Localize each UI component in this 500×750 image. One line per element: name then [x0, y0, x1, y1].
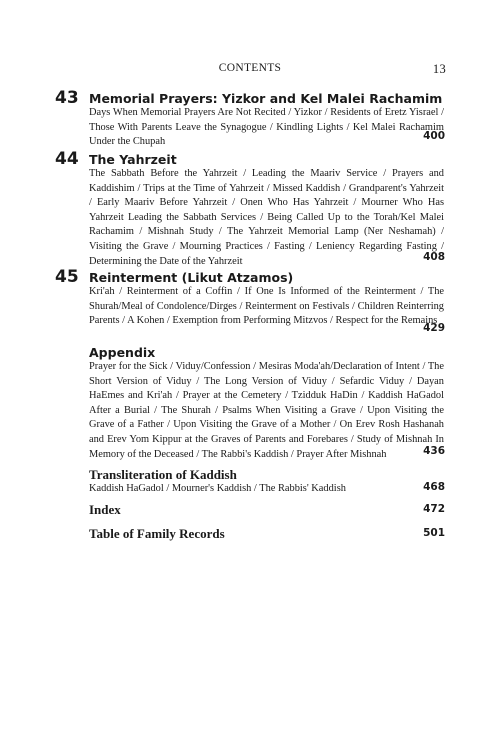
transliteration-subtitle: Kaddish HaGadol / Mourner's Kaddish / The Rabbis' Kaddish: [89, 483, 346, 494]
chapter-page: 400: [423, 130, 445, 142]
chapter-number: 44: [55, 149, 79, 169]
chapter-page: 429: [423, 322, 445, 334]
family-records-page: 501: [423, 527, 445, 539]
transliteration-page: 468: [423, 481, 445, 493]
toc-entry-appendix[interactable]: [55, 342, 445, 462]
appendix-page: 436: [423, 445, 445, 457]
chapter-subtitle: Days When Memorial Prayers Are Not Recited / Yizkor / Residents of Eretz Yisrael / Those With Parents Leave the Synagogue / Kindling Lights / Kel Malei Rachamim Under the Chupah: [89, 107, 444, 148]
toc-entry-45[interactable]: [55, 267, 445, 337]
running-head: [0, 62, 500, 78]
chapter-number: 43: [55, 88, 79, 108]
appendix-title: Appendix: [89, 345, 156, 360]
chapter-page: 408: [423, 251, 445, 263]
chapter-subtitle: Kri'ah / Reinterment of a Coffin / If One Is Informed of the Reinterment / The Shurah/Meal of Condolence/Dirges / Reinterment on Festivals / Children Reinterring Parents / A Kohen / Exemption from Performing Mitzvos / Respect for the Remains: [89, 286, 444, 327]
toc-entry-43[interactable]: [55, 88, 445, 148]
chapter-title: The Yahrzeit: [89, 152, 177, 167]
index-page: 472: [423, 503, 445, 515]
family-records-title: Table of Family Records: [89, 526, 225, 541]
chapter-title: Reinterment (Likut Atzamos): [89, 270, 294, 285]
running-title: CONTENTS: [218, 62, 282, 74]
transliteration-title: Transliteration of Kaddish: [89, 467, 237, 482]
page-number: 13: [432, 62, 446, 76]
toc-entry-44[interactable]: [55, 149, 445, 267]
toc-entry-transliteration[interactable]: [55, 464, 445, 496]
chapter-subtitle: The Sabbath Before the Yahrzeit / Leading the Maariv Service / Prayers and Kaddishim / Trips at the Time of Yahrzeit / Missed Kaddish / Grandparent's Yahrzeit / Early Maariv Before Yahrzeit / Onen Who Has Yahrzeit / Mourner Who Has Yahrzeit Leading the Sabbath Services / Being Called Up to the Torah/Kel Malei Rachamim / Mishnah Study / The Yahrzeit Memorial Lamp (Ner Neshamah) / Visiting the Grave / Mourning Practices / Fasting / Leniency Regarding Fasting / Determining the Date of the Yahrzeit: [89, 168, 444, 267]
chapter-title: Memorial Prayers: Yizkor and Kel Malei Rachamim: [89, 91, 443, 106]
index-title: Index: [89, 502, 121, 517]
chapter-number: 45: [55, 267, 79, 287]
appendix-subtitle: Prayer for the Sick / Viduy/Confession / Mesiras Moda'ah/Declaration of Intent / The Short Version of Viduy / The Long Version of Viduy / Sefardic Viduy / Dayan HaEmes and Kri'ah / Prayer at the Cemetery / Tzidduk HaDin / Kaddish HaGadol After a Burial / The Shurah / Psalms When Visiting a Grave / Upon Visiting the Grave of a Father / Upon Visiting the Grave of a Mother / On Erev Rosh Hashanah and Erev Yom Kippur at the Graves of Parents and Forebares / Study of Mishnah In Memory of the Deceased / The Rabbi's Kaddish / Prayer After Mishnah: [89, 361, 444, 460]
